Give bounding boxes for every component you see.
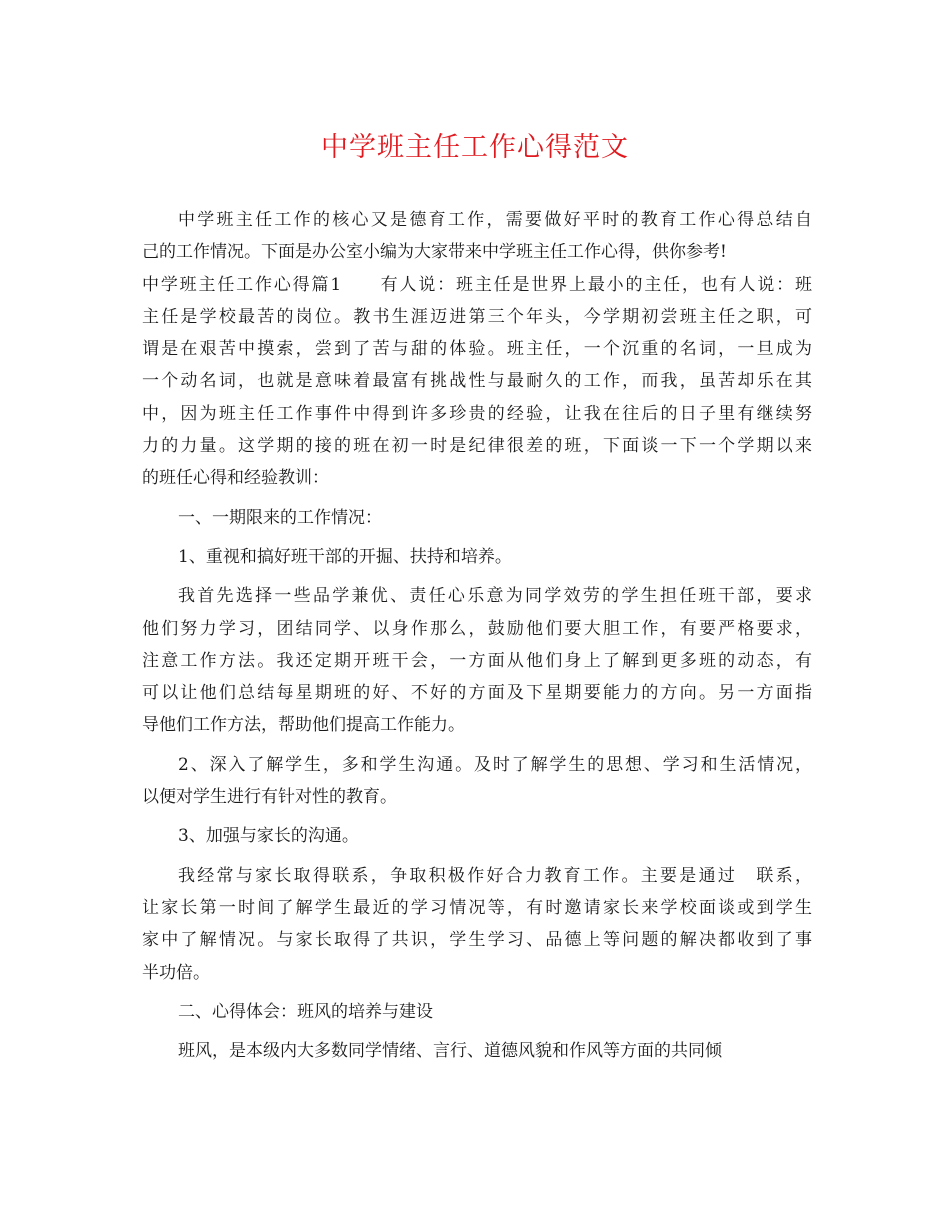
document-title: 中学班主任工作心得范文 xyxy=(321,132,629,163)
paragraph-gap xyxy=(142,573,812,580)
body-line: 的班任心得和经验教训： xyxy=(142,468,329,489)
body-line: 中学班主任工作心得篇1 有人说：班主任是世界上最小的主任，也有人说：班 xyxy=(142,274,812,295)
body-line: 2、深入了解学生，多和学生沟通。及时了解学生的思想、学习和生活情况， xyxy=(178,754,812,775)
body-line: 我经常与家长取得联系，争取积极作好合力教育工作。主要是通过 联系， xyxy=(178,865,812,886)
body-line: 谓是在艰苦中摸索，尝到了苦与甜的体验。班主任，一个沉重的名词，一旦成为 xyxy=(142,339,812,360)
paragraph-gap xyxy=(142,1028,812,1035)
body-line: 导他们工作方法，帮助他们提高工作能力。 xyxy=(142,715,465,736)
body-line: 二、心得体会：班风的培养与建设 xyxy=(178,1001,433,1022)
body-line: 一个动名词，也就是意味着最富有挑战性与最耐久的工作，而我，虽苦却乐在其 xyxy=(142,371,812,392)
body-line: 力的力量。这学期的接的班在初一时是纪律很差的班，下面谈一下一个学期以来 xyxy=(142,436,812,457)
body-line: 3、加强与家长的沟通。 xyxy=(178,826,359,847)
paragraph-gap xyxy=(142,989,812,996)
body-line: 他们努力学习，团结同学、以身作那么，鼓励他们要大胆工作，有要严格要求， xyxy=(142,618,812,639)
body-line: 主任是学校最苦的岗位。教书生涯迈进第三个年头，今学期初尝班主任之职，可 xyxy=(142,306,812,327)
paragraph-gap xyxy=(142,742,812,749)
paragraph-gap xyxy=(142,534,812,541)
body-line: 班风，是本级内大多数同学情绪、言行、道德风貌和作风等方面的共同倾 xyxy=(178,1041,722,1062)
body-line: 让家长第一时间了解学生最近的学习情况等，有时邀请家长来学校面谈或到学生 xyxy=(142,897,812,918)
body-line: 中，因为班主任工作事件中得到许多珍贵的经验，让我在往后的日子里有继续努 xyxy=(142,403,812,424)
body-line: 以便对学生进行有针对性的教育。 xyxy=(142,787,397,808)
paragraph-gap xyxy=(142,495,812,502)
body-line: 己的工作情况。下面是办公室小编为大家带来中学班主任工作心得，供你参考! xyxy=(142,242,727,263)
body-line: 我首先选择一些品学兼优、责任心乐意为同学效劳的学生担任班干部，要求 xyxy=(178,586,812,607)
body-line: 1、重视和搞好班干部的开掘、扶持和培养。 xyxy=(178,546,512,567)
body-line: 中学班主任工作的核心又是德育工作，需要做好平时的教育工作心得总结自 xyxy=(178,210,812,230)
body-line: 注意工作方法。我还定期开班干会，一方面从他们身上了解到更多班的动态，有 xyxy=(142,650,812,671)
document-body xyxy=(142,204,812,1067)
body-line: 家中了解情况。与家长取得了共识，学生学习、品德上等问题的解决都收到了事 xyxy=(142,930,812,951)
paragraph-gap xyxy=(142,853,812,860)
paragraph-gap xyxy=(142,813,812,820)
body-line: 一、一期限来的工作情况： xyxy=(178,507,382,528)
body-line: 可以让他们总结每星期班的好、不好的方面及下星期要能力的方向。另一方面指 xyxy=(142,683,812,704)
body-line: 半功倍。 xyxy=(142,962,210,983)
